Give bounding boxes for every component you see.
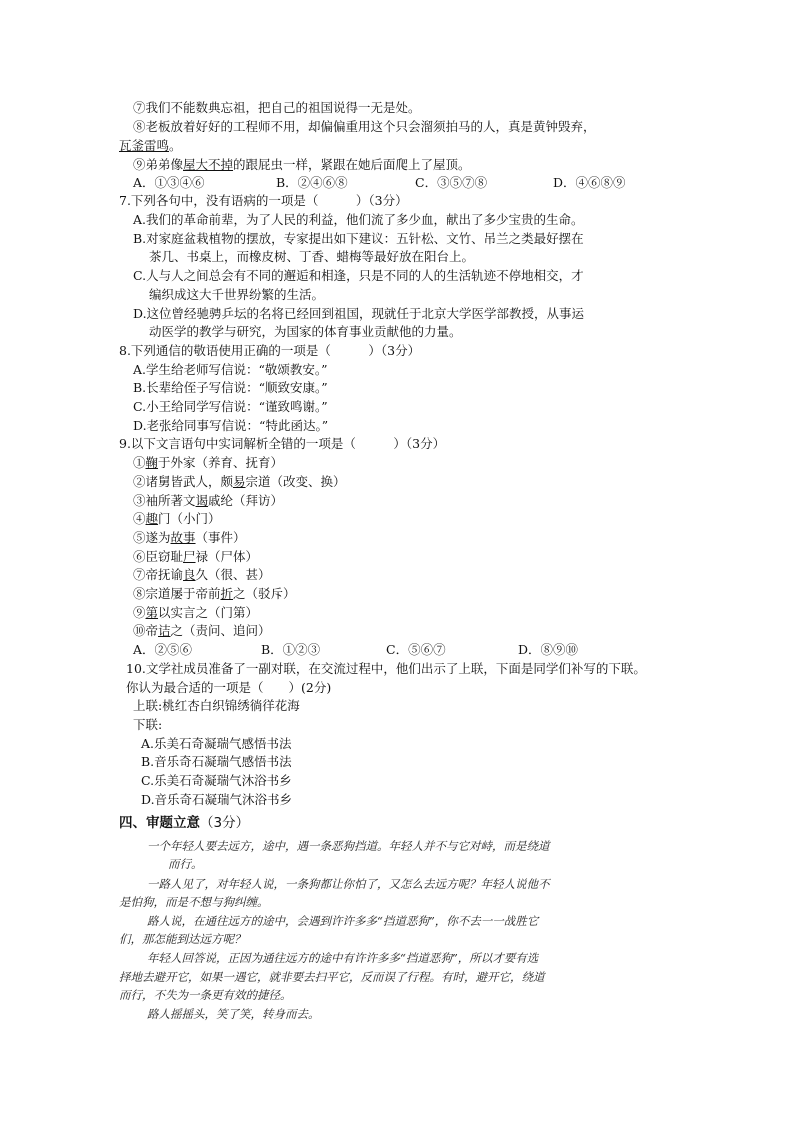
text-pre: ⑥臣窃耻 [133,549,184,564]
sentence-8-part1: ⑧老板放着好好的工程师不用，却偏偏重用这个只会溜须拍马的人，真是黄钟毁弃， [133,119,596,134]
text-post: 门（小门） [158,511,221,526]
text-post: （事件） [195,530,246,545]
text-pre: ⑩帝 [133,623,159,638]
story-line-3: 一路人见了，对年轻人说，一条狗都让你怕了，又怎么去远方呢？年轻人说他不 [147,877,550,891]
story-line-5: 路人说，在通往远方的途中，会遇到许许多多“挡道恶狗”，你不去一一战胜它 [147,914,539,928]
text-pre: ⑧宗道屡于帝前 [133,586,221,601]
q8-option-a: A.学生给老师写信说：“敬颂教安。” [133,362,328,377]
story-line-4: 是怕狗，而是不想与狗纠缠。 [119,895,269,909]
story-line-8: 择地去避开它，如果一遇它，就非要去扫平它，反而误了行程。有时，避开它，绕道 [119,970,545,984]
text-pre: ① [133,455,146,470]
underlined-word: 故事 [170,530,196,545]
q7-option-c-line2: 编织成这大千世界纷繁的生活。 [149,287,325,302]
q7-stem: 7.下列各句中，没有语病的一项是（ ）（3分） [119,193,408,208]
q9-item-8 [133,585,296,602]
text-pre: ③袖所著文 [133,493,196,508]
q9-item-6 [133,548,258,565]
q10-stem-line1: 10.文学社成员准备了一副对联，在交流过程中，他们出示了上联，下面是同学们补写的下联。 [126,661,646,676]
q7-option-c-line1: C.人与人之间总会有不同的邂逅和相逢，只是不同的人的生活轨迹不停地相交，才 [133,268,584,283]
underlined-word: 鞠 [145,455,159,470]
q6-options [133,174,653,191]
underlined-word: 良 [183,567,196,582]
text-pre: ⑦帝抚谕 [133,567,184,582]
sentence-end: 。 [169,138,182,153]
text-post: 之（驳斥） [233,586,296,601]
text-pre: ⑨ [133,605,146,620]
q9-item-4 [133,510,221,527]
q10-option-d: D.音乐奇石凝瑞气沐浴书乡 [141,792,293,807]
option-b: B．②④⑥⑧ [276,175,348,190]
option-d: D．⑧⑨⑩ [518,642,579,657]
story-line-6: 们，那怎能到达远方呢？ [119,932,246,946]
q10-upper-couplet: 上联:桃红杏白织锦绣徜徉花海 [133,698,300,713]
q9-item-2 [133,473,346,490]
text-post: 以实言之（门第） [158,605,259,620]
story-line-1: 一个年轻人要去远方，途中，遇一条恶狗挡道。年轻人并不与它对峙，而是绕道 [147,839,550,853]
q8-option-d: D.老张给同事写信说：“特此函达。” [133,418,329,433]
text-post: 宗道（改变、换） [245,474,346,489]
option-a: A．①③④⑥ [133,175,205,190]
q9-item-5 [133,529,246,546]
text-post: 于外家（养育、抚育） [158,455,284,470]
sentence-9 [133,156,471,173]
text-post: 禄（尸体） [195,549,259,564]
q8-option-b: B.长辈给侄子写信说：“顺致安康。” [133,380,328,395]
text-pre: ②诸舅皆武人，颇 [133,474,234,489]
option-c: C．⑤⑥⑦ [386,642,446,657]
story-line-10: 路人摇摇头，笑了笑，转身而去。 [147,1007,320,1021]
underlined-word: 趣 [145,511,159,526]
q8-stem: 8.下列通信的敬语使用正确的一项是（ ）（3分） [119,343,421,358]
sentence-7: ⑦我们不能数典忘祖，把自己的祖国说得一无是处。 [133,100,421,115]
text-pre: ④ [133,511,146,526]
text-post: 久（很、甚） [195,567,271,582]
q9-item-3 [133,492,283,509]
underlined-word: 诘 [158,623,171,638]
underlined-phrase: 屋大不掉 [183,157,234,172]
story-line-7: 年轻人回答说，正因为通往远方的途中有许许多多“挡道恶狗”，所以才要有选 [147,951,539,965]
q10-stem-line2: 你认为最合适的一项是（ ）(2分) [126,680,332,695]
q8-option-c: C.小王给同学写信说：“谨致鸣谢。” [133,399,328,414]
text-post: 戚纶（拜访） [208,493,284,508]
underlined-phrase: 瓦釜雷鸣 [119,138,170,153]
q9-item-7 [133,566,271,583]
underlined-word: 谒 [195,493,209,508]
sentence-8-part2 [119,137,182,154]
text-post: 的跟屁虫一样，紧跟在她后面爬上了屋顶。 [233,157,471,172]
q9-options [133,641,653,658]
section-4-heading [119,811,249,831]
q7-option-d-line1: D.这位曾经驰骋乒坛的名将已经回到祖国，现就任于北京大学医学部教授，从事运 [133,306,585,321]
q7-option-b-line1: B.对家庭盆栽植物的摆放，专家提出如下建议：五针松、文竹、吊兰之类最好摆在 [133,231,584,246]
option-b: B．①②③ [261,642,321,657]
q10-option-c: C.乐美石奇凝瑞气沐浴书乡 [141,773,292,788]
text-pre: ⑨弟弟像 [133,157,184,172]
q10-lower-label: 下联: [133,717,163,732]
q9-stem: 9.以下文言语句中实词解析全错的一项是（ ）（3分） [119,436,446,451]
section-title: 四、审题立意 [119,815,200,831]
q9-item-10 [133,622,271,639]
option-c: C．③⑤⑦⑧ [415,175,488,190]
q9-item-9 [133,604,258,621]
story-line-2: 而行。 [168,857,203,871]
section-points: （3分） [200,815,250,831]
underlined-word: 第 [145,605,159,620]
option-d: D．④⑥⑧⑨ [553,175,626,190]
q9-item-1 [133,454,283,471]
underlined-word: 易 [233,474,246,489]
underlined-word: 尸 [183,549,196,564]
q7-option-a: A.我们的革命前辈，为了人民的利益，他们流了多少血，献出了多少宝贵的生命。 [133,212,584,227]
text-post: 之（责问、追问） [170,623,271,638]
q10-option-a: A.乐美石奇凝瑞气感悟书法 [141,736,292,751]
text-pre: ⑤遂为 [133,530,171,545]
q7-option-b-line2: 茶几、书桌上，而橡皮树、丁香、蜡梅等最好放在阳台上。 [149,249,475,264]
q10-option-b: B.音乐奇石凝瑞气感悟书法 [141,754,292,769]
option-a: A．②⑤⑥ [133,642,193,657]
underlined-word: 折 [220,586,234,601]
story-line-9: 而行，不失为一条更有效的捷径。 [119,988,292,1002]
q7-option-d-line2: 动医学的教学与研究，为国家的体育事业贡献他的力量。 [149,324,462,339]
